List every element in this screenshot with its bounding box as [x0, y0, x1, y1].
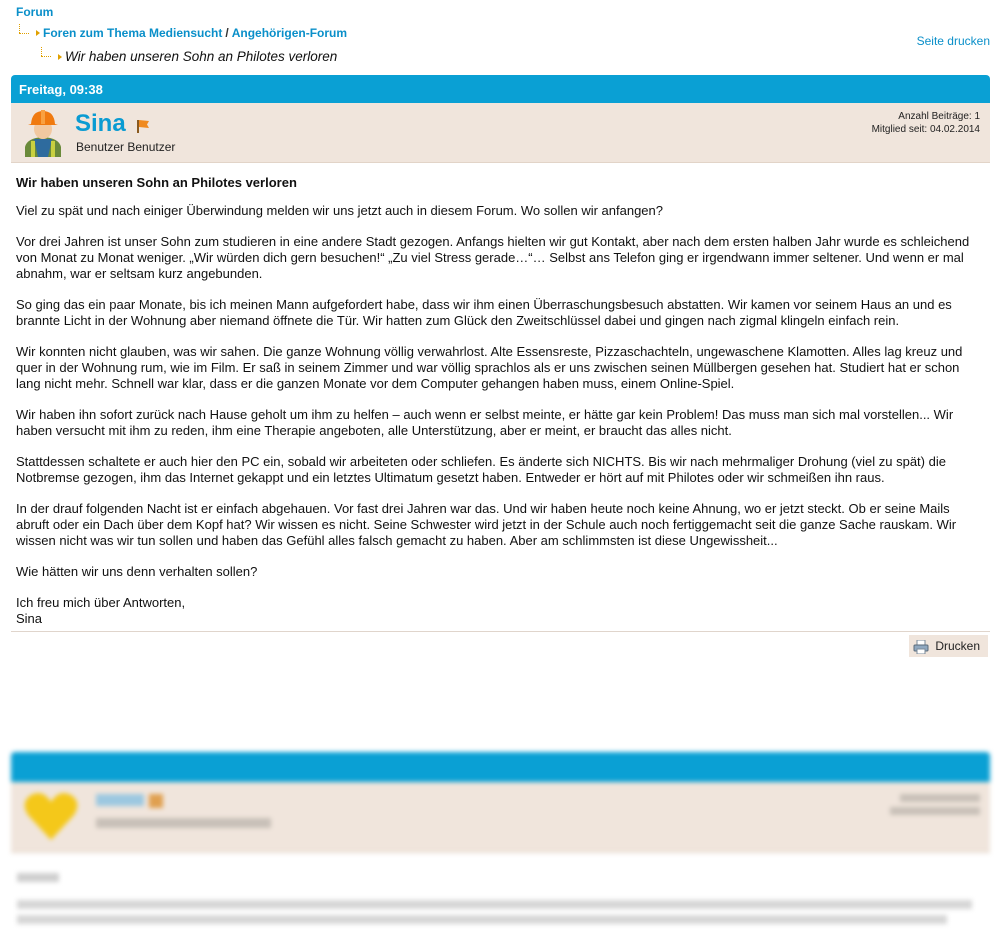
print-button-label: Drucken — [935, 639, 980, 653]
author-bar — [11, 103, 990, 163]
posts-count: Anzahl Beiträge: 1 — [898, 111, 980, 122]
post-paragraph: Wie hätten wir uns denn verhalten sollen? — [16, 564, 258, 579]
breadcrumb-current: Wir haben unseren Sohn an Philotes verloren — [65, 49, 338, 64]
post-paragraph: In der drauf folgenden Nacht ist er einfach abgehauen. Vor fast drei Jahren war das. Und wir haben heute noch keine Ahnung, wo er jetzt steckt. Ob er seine Mails abruft oder ein Dach über dem Kopf hat? Wir wissen es nicht. Seine Schwester wird jetzt in der Schule auch noch fertiggemacht seit die ganze Sache rauskam. Wir wissen nicht was wir tun sollen und haben das Gefühl alles falsch gemacht zu haben. Aber am schlimmsten ist diese Ungewissheit... — [16, 501, 957, 548]
breadcrumb-level2 — [16, 26, 347, 40]
author-stats — [890, 792, 980, 815]
breadcrumb-angehoerigen-link[interactable]: Angehörigen-Forum — [231, 26, 348, 40]
author-name[interactable]: Sina — [75, 110, 126, 137]
flag-icon — [149, 794, 163, 808]
print-button[interactable] — [909, 635, 988, 657]
author-name[interactable] — [96, 794, 144, 806]
post-date-header — [11, 752, 990, 782]
breadcrumb-separator: / — [225, 26, 229, 40]
post-date-header: Freitag, 09:38 — [11, 75, 990, 103]
post-content — [11, 853, 990, 936]
forum-post — [11, 75, 990, 662]
post-paragraph: Wir haben ihn sofort zurück nach Hause geholt um ihm zu helfen – auch wenn er selbst meinte, er hätte gar kein Problem! Das muss man sich mal vorstellen... Wir haben versucht mit ihm zu reden, ihm eine Therapie angeboten, alle Unterstützung, aber er meint, er braucht das alles nicht. — [16, 407, 954, 438]
arrow-icon — [36, 30, 40, 36]
author-role — [96, 818, 271, 828]
author-stats — [872, 110, 980, 136]
author-bar — [11, 782, 990, 853]
printer-icon — [913, 640, 929, 654]
author-role: Benutzer Benutzer — [76, 140, 176, 154]
flag-icon[interactable] — [136, 119, 150, 133]
member-since: Mitglied seit: 04.02.2014 — [871, 124, 980, 135]
post-paragraph: So ging das ein paar Monate, bis ich meinen Mann aufgefordert habe, dass wir ihm einen Überraschungsbesuch abstatten. Wir kamen vor seinem Haus an und es brannte Licht in der Wohnung aber niemand öffnete die Tür. Wir hatten zum Glück den Zweitschlüssel dabei und gingen nach zigmal klingeln einfach rein. — [16, 297, 952, 328]
heart-avatar-icon — [23, 790, 79, 842]
worker-avatar-icon[interactable] — [19, 107, 67, 157]
post-paragraph: Vor drei Jahren ist unser Sohn zum studieren in eine andere Stadt gezogen. Anfangs hielten wir gut Kontakt, aber nach dem ersten halben Jahr wurde es schleichend von Monat zu Monat weniger. „Wir würden dich gern besuchen!“ „Zu viel Stress gerade…“… Selbst ans Telefon ging er irgendwann immer seltener. Und wenn er mal abnahm, war er seltsam kurz angebunden. — [16, 234, 970, 281]
breadcrumb-mediensucht-link[interactable]: Foren zum Thema Mediensucht — [43, 26, 223, 40]
post-title: Wir haben unseren Sohn an Philotes verloren — [16, 175, 297, 190]
tree-connector-icon — [16, 26, 32, 38]
post-paragraph: Wir konnten nicht glauben, was wir sahen. Die ganze Wohnung völlig verwahrlost. Alte Essensreste, Pizzaschachteln, ungewaschene Klamotten. Alles lag kreuz und quer in der Wohnung rum, wie im Film. Er saß in seinem Zimmer und war völlig sprachlos als er uns zwischen seinen Müllbergen gesehen hat. Studiert hat er schon lang nicht mehr. Schnell war klar, dass er die ganzen Monate vor dem Computer gehangen haben muss, einem Online-Spiel. — [16, 344, 963, 391]
post-paragraph: Viel zu spät und nach einiger Überwindung melden wir uns jetzt auch in diesem Forum. Wo sollen wir anfangen? — [16, 203, 663, 218]
breadcrumb-level3 — [16, 49, 337, 64]
post-footer — [11, 631, 990, 662]
post-paragraph: Stattdessen schaltete er auch hier den PC ein, sobald wir arbeiteten oder schliefen. Es änderte sich NICHTS. Bis wir nach mehrmaliger Drohung (viel zu spät) die Notbremse gezogen, ihm das Internet gekappt und ein letztes Ultimatum gesetzt haben. Entweder er hört auf mit Philotes oder wir schmeißen ihn raus. — [16, 454, 946, 485]
forum-post-blurred — [11, 752, 990, 936]
breadcrumb-forum-link[interactable]: Forum — [16, 5, 54, 19]
closing-line: Ich freu mich über Antworten, — [16, 595, 186, 610]
post-closing — [16, 595, 984, 627]
closing-signature: Sina — [16, 611, 43, 626]
print-page-link[interactable]: Seite drucken — [916, 34, 990, 48]
tree-connector-icon — [38, 49, 54, 61]
post-content — [11, 163, 990, 627]
arrow-icon — [58, 54, 62, 60]
